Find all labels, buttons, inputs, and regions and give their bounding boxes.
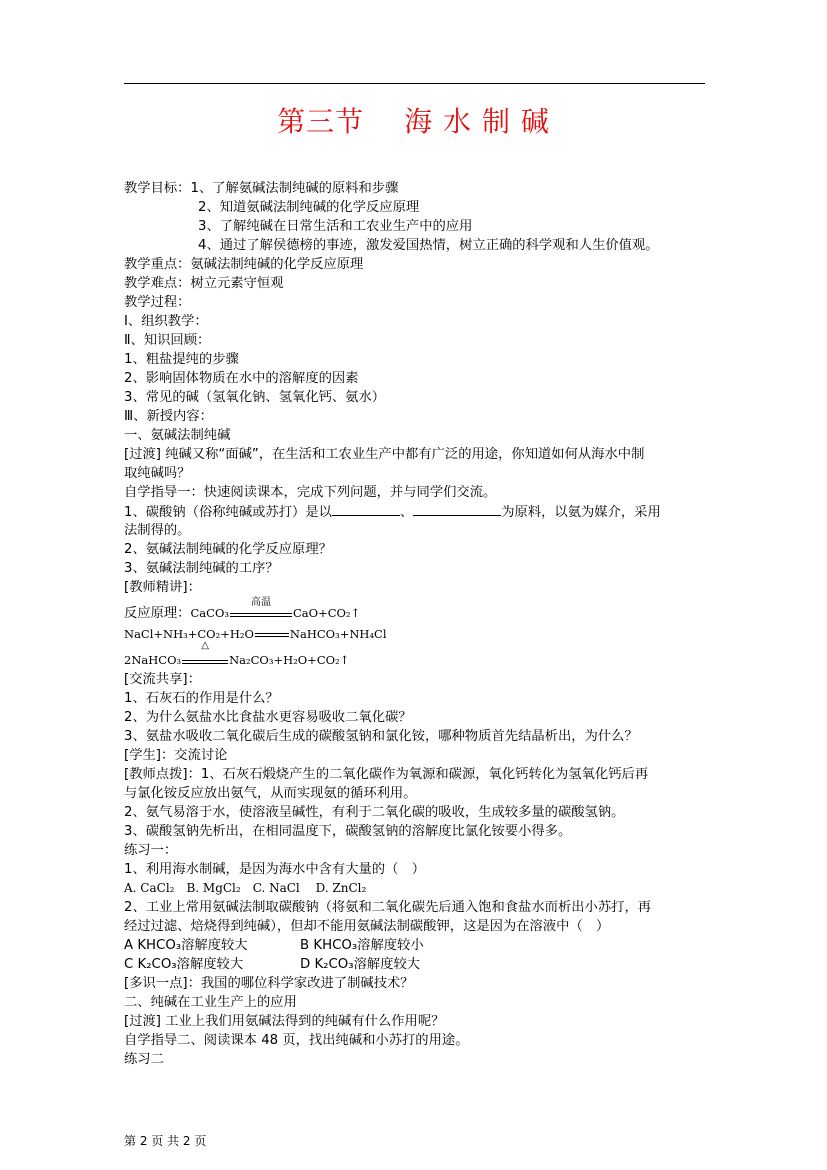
exercise-1-options: A. CaCl₂ B. MgCl₂ C. NaCl D. ZnCl₂ [124, 881, 367, 895]
option-a: A KHCO₃溶解度较大 [124, 938, 248, 953]
more-knowledge: [多识一点]：我国的哪位科学家改进了制碱技术？ [124, 976, 414, 991]
teacher-point-2: 与氯化铵反应放出氨气，从而实现氨的循环利用。 [124, 786, 417, 801]
condition-high-temp: 高温 [230, 609, 292, 617]
answer-blank-2[interactable] [413, 502, 501, 516]
exercise-1-q2a: 2、工业上常用氨碱法制取碳酸钠（将氨和二氧化碳先后通入饱和食盐水而析出小苏打，再 [124, 900, 652, 915]
teaching-process: 教学过程： [124, 295, 191, 310]
review-1: 1、粗盐提纯的步骤 [124, 352, 239, 367]
review-2: 2、影响固体物质在水中的溶解度的因素 [124, 371, 359, 386]
equation-2: NaCl+NH₃+CO₂+H₂O NaHCO₃+NH₄Cl [124, 627, 387, 641]
header-rule [124, 83, 705, 84]
option-b: B KHCO₃溶解度较小 [300, 938, 424, 953]
share-3: 3、氨盐水吸收二氧化碳后生成的碳酸氢钠和氯化铵，哪种物质首先结晶析出，为什么？ [124, 729, 638, 744]
teacher-explain: [教师精讲]： [124, 580, 201, 595]
condition-heat: △ [182, 656, 228, 664]
teacher-point-3: 2、氨气易溶于水，使溶液呈碱性，有利于二氧化碳的吸收，生成较多量的碳酸氢钠。 [124, 805, 625, 820]
intro-line-1: [过渡] 纯碱又称“面碱”，在生活和工农业生产中都有广泛的用途，你知道如何从海水中制 [124, 447, 645, 462]
question-3: 3、氨碱法制纯碱的工序？ [124, 561, 279, 576]
teacher-point-1: [教师点拨]：1、石灰石煅烧产生的二氧化碳作为氧源和碳源，氧化钙转化为氢氧化钙后再 [124, 767, 649, 782]
equation-1: 反应原理：CaCO₃ 高温 CaO+CO₂↑ [124, 597, 361, 621]
exercise-1-q1: 1、利用海水制碱，是因为海水中含有大量的（ ） [124, 862, 425, 877]
share-2: 2、为什么氨盐水比食盐水更容易吸收二氧化碳？ [124, 710, 412, 725]
teacher-point-4: 3、碳酸氢钠先析出，在相同温度下，碳酸氢钠的溶解度比氯化铵要小得多。 [124, 824, 572, 839]
transition-2: [过渡] 工业上我们用氨碱法得到的纯碱有什么作用呢？ [124, 1014, 445, 1029]
exercise-2-heading: 练习二 [124, 1052, 164, 1067]
teaching-difficulty: 教学难点：树立元素守恒观 [124, 276, 284, 291]
page-footer: 第 2 页 共 2 页 [124, 1134, 207, 1148]
question-2: 2、氨碱法制纯碱的化学反应原理？ [124, 542, 332, 557]
teaching-focus: 教学重点：氨碱法制纯碱的化学反应原理 [124, 257, 364, 272]
section-3: Ⅲ、新授内容： [124, 409, 213, 424]
share-1: 1、石灰石的作用是什么？ [124, 691, 279, 706]
goal-3: 3、了解纯碱在日常生活和工农业生产中的应用 [198, 219, 473, 234]
goal-4: 4、通过了解侯德榜的事迹，激发爱国热情，树立正确的科学观和人生价值观。 [198, 238, 659, 253]
student-discuss: [学生]：交流讨论 [124, 748, 228, 763]
heading-1: 一、氨碱法制纯碱 [124, 428, 231, 443]
intro-line-2: 取纯碱吗？ [124, 466, 191, 481]
option-c: C K₂CO₃溶解度较大 [124, 957, 244, 972]
guide-2: 自学指导二、阅读课本 48 页，找出纯碱和小苏打的用途。 [124, 1033, 469, 1048]
guide-1: 自学指导一：快速阅读课本，完成下列问题，并与同学们交流。 [124, 485, 497, 500]
question-1: 1、碳酸钠（俗称纯碱或苏打）是以 、 为原料，以氨为媒介，采用 [124, 502, 661, 522]
review-3: 3、常见的碱（氢氧化钠、氢氧化钙、氨水） [124, 390, 386, 405]
exercise-1-q2b: 经过过滤、焙烧得到纯碱），但却不能用氨碱法制碳酸钾，这是因为在溶液中（ ） [124, 919, 610, 934]
goal-1: 教学目标：1、了解氨碱法制纯碱的原料和步骤 [124, 181, 399, 196]
section-2: Ⅱ、知识回顾： [124, 333, 211, 348]
title-section: 第三节 [277, 105, 365, 138]
answer-blank-1[interactable] [332, 502, 400, 516]
option-d: D K₂CO₃溶解度较大 [300, 957, 421, 972]
equation-3: 2NaHCO₃ △ Na₂CO₃+H₂O+CO₂↑ [124, 640, 350, 667]
section-1: Ⅰ、组织教学： [124, 314, 208, 329]
title-topic: 海 水 制 碱 [404, 105, 550, 138]
heading-2: 二、纯碱在工业生产上的应用 [124, 995, 297, 1010]
page-title [0, 100, 827, 140]
exercise-1-heading: 练习一： [124, 843, 178, 858]
goal-2: 2、知道氨碱法制纯碱的化学反应原理 [198, 200, 420, 215]
question-1-cont: 法制得的。 [124, 523, 191, 538]
exchange-share: [交流共享]： [124, 672, 201, 687]
reaction-label: 反应原理： [124, 606, 191, 621]
